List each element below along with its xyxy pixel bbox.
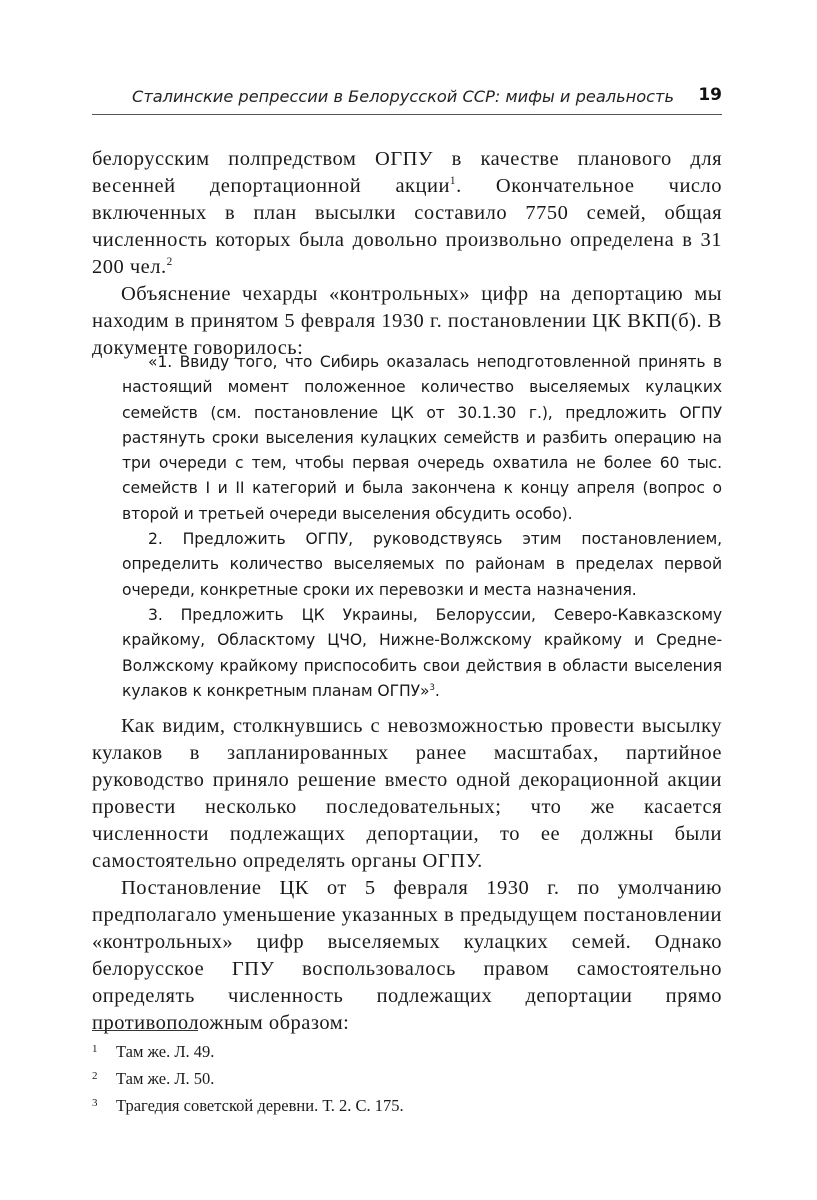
paragraph-4: Постановление ЦК от 5 февраля 1930 г. по умолчанию предполагало уменьшение указанных в предыдущем постановлении «контрольных» цифр выселяемых кулацких семей. Однако белорусское ГПУ воспользовалось правом самостоятельно определять численность подлежащих депортации прямо противоположным образом: xyxy=(92,877,722,1034)
footnote-text: Там же. Л. 50. xyxy=(116,1069,215,1088)
paragraph-1 xyxy=(92,146,722,281)
paragraph-2: Объяснение чехарды «контрольных» цифр на депортацию мы находим в принятом 5 февраля 1930 г. постановлении ЦК ВКП(б). В документе говорилось: xyxy=(92,283,722,359)
footnote-ref-1[interactable]: 1 xyxy=(449,175,457,188)
page-number: 19 xyxy=(698,85,722,105)
body-text-bottom xyxy=(92,713,722,1037)
running-header xyxy=(92,84,722,115)
footnote-item xyxy=(92,1038,722,1065)
footnote-divider xyxy=(92,1030,198,1031)
footnotes xyxy=(92,1038,722,1119)
body-text-top xyxy=(92,146,722,362)
block-quote xyxy=(122,350,722,704)
paragraph-1-part-a: белорусским полпредством ОГПУ в качестве планового для весенней депортационной акции xyxy=(92,148,722,197)
footnote-item xyxy=(92,1065,722,1092)
paragraph-1-part-b: . Окончательное число включенных в план высылки составило 7750 семей, общая численность которых была довольно произвольно определена в 31 200 чел. xyxy=(92,175,722,278)
quote-paragraph-3: 3. Предложить ЦК Украины, Белоруссии, Северо-Кавказскому крайкому, Обласктому ЦЧО, Нижне-Волжскому крайкому и Средне-Волжскому крайкому приспособить свои действия в области выселения кулаков к конкретным планам ОГПУ»$^3$. xyxy=(122,605,722,700)
quote-paragraph-2: 2. Предложить ОГПУ, руководствуясь этим постановлением, определить количество выселяемых по районам в пределах первой очереди, конкретные сроки их перевозки и места назначения. xyxy=(122,530,722,599)
quote-paragraph-3-text: 3. Предложить ЦК Украины, Белоруссии, Северо-Кавказскому крайкому, Обласктому ЦЧО, Нижне-Волжскому крайкому и Средне-Волжскому крайкому приспособить свои действия в области выселения кулаков к конкретным планам ОГПУ» xyxy=(122,605,722,700)
footnote-number: 1 xyxy=(92,1043,98,1055)
footnote-item xyxy=(92,1092,722,1119)
footnote-number: 3 xyxy=(92,1097,98,1109)
running-title: Сталинские репрессии в Белорусской ССР: мифы и реальность xyxy=(132,87,674,106)
quote-paragraph-1: «1. Ввиду того, что Сибирь оказалась неподготовленной принять в настоящий момент положенное количество выселяемых кулацких семейств (см. постановление ЦК от 30.1.30 г.), предложить ОГПУ растянуть сроки выселения кулацких семейств и разбить операцию на три очереди с тем, чтобы первая очередь охватила не более 60 тыс. семейств I и II категорий и была закончена к концу апреля (вопрос о второй и третьей очереди выселения обсудить особо). xyxy=(122,353,722,523)
footnote-number: 2 xyxy=(92,1070,98,1082)
footnote-ref-2[interactable]: 2 xyxy=(166,256,173,269)
footnote-text: Трагедия советской деревни. Т. 2. С. 175. xyxy=(116,1096,404,1115)
footnote-ref-3[interactable]: 3 xyxy=(429,682,435,693)
footnote-text: Там же. Л. 49. xyxy=(116,1042,215,1061)
paragraph-3: Как видим, столкнувшись с невозможностью провести высылку кулаков в запланированных ранее масштабах, партийное руководство приняло решение вместо одной декорационной акции провести несколько последовательных; что же касается численности подлежащих депортации, то ее должны были самостоятельно определять органы ОГПУ. xyxy=(92,715,722,872)
